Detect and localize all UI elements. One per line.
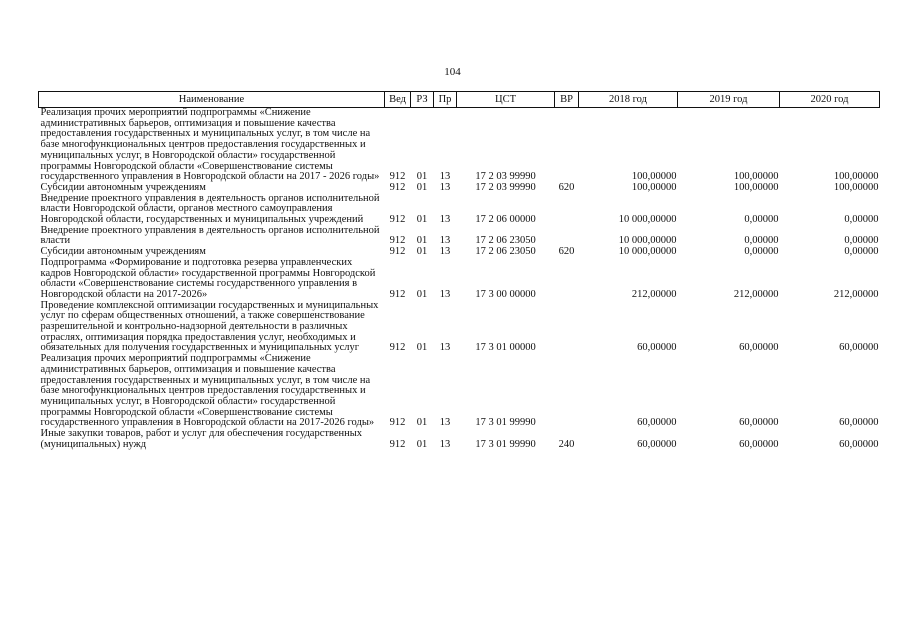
page-number: 104 [444, 66, 461, 78]
header-cst: ЦСТ [457, 92, 555, 108]
row-rz: 01 [416, 181, 428, 193]
row-2019: 212,00000 [733, 288, 779, 300]
table-row [39, 194, 880, 226]
header-row [39, 92, 880, 108]
table-row [39, 429, 880, 450]
table-row [39, 301, 880, 355]
row-2019: 60,00000 [739, 417, 779, 429]
row-name: Внедрение проектного управления в деятельность органов исполнительной власти [40, 224, 380, 247]
row-2019: 0,00000 [744, 214, 779, 226]
table-row [39, 258, 880, 301]
row-pr: 13 [439, 214, 451, 226]
row-pr: 13 [439, 288, 451, 300]
row-pr: 13 [439, 342, 451, 354]
row-pr: 13 [439, 246, 451, 258]
row-2018: 212,00000 [631, 288, 677, 300]
row-ved: 912 [389, 181, 406, 193]
table-row [39, 226, 880, 247]
row-ved: 912 [389, 214, 406, 226]
budget-table [38, 91, 880, 451]
row-2020: 100,00000 [833, 171, 879, 183]
row-vr [555, 194, 579, 226]
row-pr: 13 [439, 171, 451, 183]
row-2020: 0,00000 [844, 235, 879, 247]
row-2020: 100,00000 [833, 181, 879, 193]
row-name: Субсидии автономным учреждениям [40, 246, 206, 258]
row-ved: 912 [389, 417, 406, 429]
row-ved: 912 [389, 171, 406, 183]
row-2019: 60,00000 [739, 342, 779, 354]
row-vr [555, 108, 579, 183]
row-name: Субсидии автономным учреждениям [40, 181, 206, 193]
header-2020: 2020 год [780, 92, 880, 108]
row-ved: 912 [389, 246, 406, 258]
row-name: Проведение комплексной оптимизации государственных и муниципальных услуг по сферам общественных отношений, а также совершенствование разрешительной и контрольно-надзорной деятельности в различных отраслях, оптимизация порядка предоставления услуг, необходимых и обязательных для получения государственных и муниципальных услуг [40, 299, 379, 354]
row-2020: 0,00000 [844, 246, 879, 258]
row-vr [555, 226, 579, 247]
row-rz: 01 [416, 171, 428, 183]
row-vr [555, 354, 579, 429]
row-cst: 17 2 06 00000 [475, 214, 536, 226]
row-name: Реализация прочих мероприятий подпрограммы «Снижение административных барьеров, оптимизация и повышение качества предоставления государственных и муниципальных услуг, в том числе на базе многофункциональных центров предоставления государственных и муниципальных услуг, в Новгородской области» государственной программы Новгородской области «Совершенствование системы государственного управления в Новгородской области на 2017-2026 годы» [40, 353, 375, 429]
row-cst: 17 3 01 99990 [475, 438, 536, 450]
row-pr: 13 [439, 417, 451, 429]
row-cst: 17 3 01 99990 [475, 417, 536, 429]
row-2018: 10 000,00000 [618, 235, 677, 247]
row-vr: 240 [558, 438, 575, 450]
row-2018: 10 000,00000 [618, 214, 677, 226]
row-cst: 17 2 06 23050 [475, 235, 536, 247]
row-rz: 01 [416, 288, 428, 300]
row-cst: 17 2 03 99990 [475, 171, 536, 183]
row-pr: 13 [439, 235, 451, 247]
row-pr: 13 [439, 438, 451, 450]
row-ved: 912 [389, 235, 406, 247]
row-2019: 100,00000 [733, 171, 779, 183]
row-vr: 620 [558, 181, 575, 193]
header-vr: ВР [555, 92, 579, 108]
table-header [39, 92, 880, 108]
header-ved: Вед [385, 92, 411, 108]
row-rz: 01 [416, 438, 428, 450]
table-row [39, 354, 880, 429]
row-name: Подпрограмма «Формирование и подготовка резерва управленческих кадров Новгородской области» государственной программы Новгородской области «Совершенствование системы государственного управления в Новгородской области на 2017-2026» [40, 256, 376, 300]
header-2019: 2019 год [678, 92, 780, 108]
row-ved: 912 [389, 342, 406, 354]
header-name: Наименование [39, 92, 385, 108]
row-2018: 60,00000 [637, 438, 677, 450]
row-ved: 912 [389, 288, 406, 300]
row-cst: 17 2 03 99990 [475, 181, 536, 193]
header-2018: 2018 год [579, 92, 678, 108]
row-cst: 17 3 00 00000 [475, 288, 536, 300]
row-rz: 01 [416, 417, 428, 429]
row-2018: 60,00000 [637, 342, 677, 354]
table-body [39, 108, 880, 451]
row-rz: 01 [416, 246, 428, 258]
row-ved: 912 [389, 438, 406, 450]
row-rz: 01 [416, 214, 428, 226]
row-vr [555, 301, 579, 355]
row-name: Реализация прочих мероприятий подпрограммы «Снижение административных барьеров, оптимизация и повышение качества предоставления государственных и муниципальных услуг, в том числе на базе многофункциональных центров предоставления государственных и муниципальных услуг, в Новгородской области» государственной программы Новгородской области «Совершенствование системы государственного управления в Новгородской области на 2017 - 2026 годы» [40, 107, 380, 183]
row-2020: 212,00000 [833, 288, 879, 300]
row-name: Иные закупки товаров, работ и услуг для обеспечения государственных (муниципальных) нужд [40, 428, 363, 450]
row-2019: 60,00000 [739, 438, 779, 450]
row-2019: 0,00000 [744, 235, 779, 247]
row-vr [555, 258, 579, 301]
row-2019: 100,00000 [733, 181, 779, 193]
header-rz: РЗ [411, 92, 434, 108]
table-row [39, 108, 880, 183]
row-pr: 13 [439, 181, 451, 193]
row-rz: 01 [416, 342, 428, 354]
row-2018: 100,00000 [631, 171, 677, 183]
row-2020: 60,00000 [839, 417, 879, 429]
row-2018: 10 000,00000 [618, 246, 677, 258]
row-2020: 60,00000 [839, 438, 879, 450]
row-cst: 17 3 01 00000 [475, 342, 536, 354]
row-name: Внедрение проектного управления в деятельность органов исполнительной власти Новгородской области, органов местного самоуправления Новгородской области, государственных и муниципальных учреждений [40, 192, 380, 226]
row-2020: 60,00000 [839, 342, 879, 354]
row-2019: 0,00000 [744, 246, 779, 258]
row-cst: 17 2 06 23050 [475, 246, 536, 258]
row-2020: 0,00000 [844, 214, 879, 226]
row-2018: 60,00000 [637, 417, 677, 429]
row-2018: 100,00000 [631, 181, 677, 193]
row-rz: 01 [416, 235, 428, 247]
header-pr: Пр [434, 92, 457, 108]
row-vr: 620 [558, 246, 575, 258]
